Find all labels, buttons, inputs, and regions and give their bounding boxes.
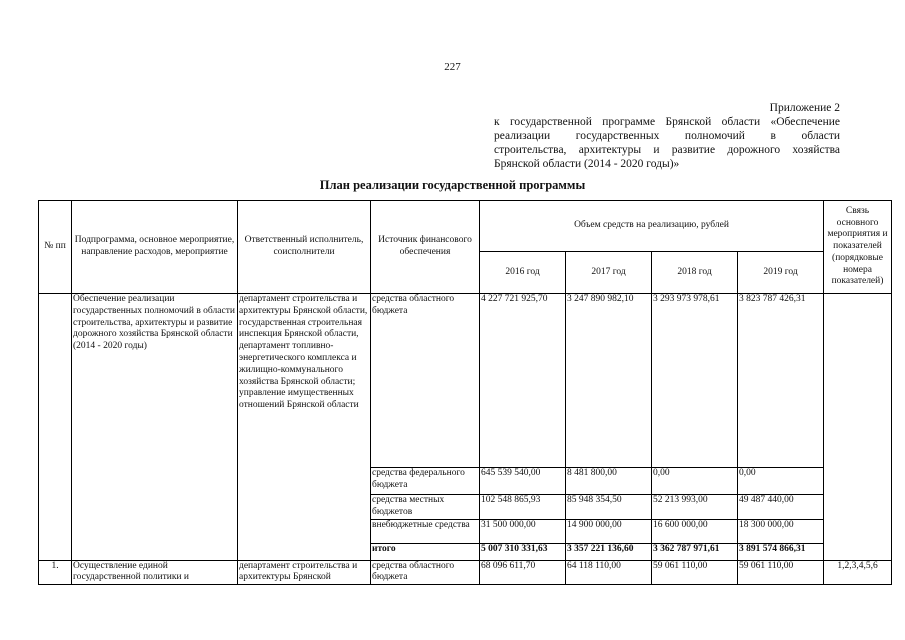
header-subprogram: Подпрограмма, основное мероприятие, направление расходов, мероприятие — [72, 201, 238, 294]
header-num: № пп — [39, 201, 72, 294]
cell-link: 1,2,3,4,5,6 — [824, 560, 892, 585]
cell-2016: 102 548 865,93 — [480, 495, 566, 520]
cell-link — [824, 294, 892, 561]
header-year-2016: 2016 год — [480, 252, 566, 294]
cell-2017: 64 118 110,00 — [566, 560, 652, 585]
appendix-note — [494, 101, 840, 171]
cell-2017: 3 247 890 982,10 — [566, 294, 652, 468]
cell-2019: 3 823 787 426,31 — [738, 294, 824, 468]
cell-num — [39, 294, 72, 561]
cell-source: средства областного бюджета — [371, 560, 480, 585]
header-responsible: Ответственный исполнитель, соисполнители — [238, 201, 371, 294]
cell-responsible: департамент строительства и архитектуры Брянской области, государственная строительная инспекция Брянской области, департамент топливно-энергетического комплекса и жилищно-коммунального хозяйства Брянской области; управление имущественных отношений Брянской области — [238, 294, 371, 561]
appendix-line: реализации государственных полномочий в области — [494, 130, 840, 142]
table-row — [39, 294, 892, 468]
cell-source: средства местных бюджетов — [371, 495, 480, 520]
appendix-line: строительства, архитектуры и развитие дорожного хозяйства — [494, 144, 840, 156]
header-year-2017: 2017 год — [566, 252, 652, 294]
cell-source: внебюджетные средства — [371, 519, 480, 543]
cell-2017: 14 900 000,00 — [566, 519, 652, 543]
cell-2019: 59 061 110,00 — [738, 560, 824, 585]
header-year-2018: 2018 год — [652, 252, 738, 294]
appendix-line: Приложение 2 — [769, 102, 840, 114]
cell-2019: 0,00 — [738, 468, 824, 495]
cell-source: средства областного бюджета — [371, 294, 480, 468]
cell-2016: 4 227 721 925,70 — [480, 294, 566, 468]
cell-2018: 52 213 993,00 — [652, 495, 738, 520]
cell-2016-total: 5 007 310 331,63 — [480, 543, 566, 560]
cell-2016: 31 500 000,00 — [480, 519, 566, 543]
cell-program-name: Обеспечение реализации государственных полномочий в области строительства, архитектуры и развитие дорожного хозяйства Брянской области (2014 - 2020 годы) — [72, 294, 238, 561]
header-year-2019: 2019 год — [738, 252, 824, 294]
cell-2018-total: 3 362 787 971,61 — [652, 543, 738, 560]
cell-responsible: департамент строительства и архитектуры Брянской — [238, 560, 371, 585]
cell-source-total: итого — [371, 543, 480, 560]
table-row — [39, 560, 892, 585]
cell-2016: 68 096 611,70 — [480, 560, 566, 585]
cell-2018: 59 061 110,00 — [652, 560, 738, 585]
cell-2018: 0,00 — [652, 468, 738, 495]
cell-program-name: Осуществление единой государственной политики и — [72, 560, 238, 585]
cell-num: 1. — [39, 560, 72, 585]
cell-2018: 16 600 000,00 — [652, 519, 738, 543]
cell-2018: 3 293 973 978,61 — [652, 294, 738, 468]
plan-table — [38, 200, 892, 585]
cell-2017-total: 3 357 221 136,60 — [566, 543, 652, 560]
header-volume: Объем средств на реализацию, рублей — [480, 201, 824, 252]
header-source: Источник финансового обеспечения — [371, 201, 480, 294]
appendix-line: к государственной программе Брянской области «Обеспечение — [494, 116, 840, 128]
cell-2017: 8 481 800,00 — [566, 468, 652, 495]
cell-source: средства федерального бюджета — [371, 468, 480, 495]
cell-2017: 85 948 354,50 — [566, 495, 652, 520]
cell-2019: 18 300 000,00 — [738, 519, 824, 543]
appendix-line: Брянской области (2014 - 2020 годы)» — [494, 158, 680, 170]
cell-2019-total: 3 891 574 866,31 — [738, 543, 824, 560]
document-title: План реализации государственной программы — [319, 178, 586, 192]
cell-2019: 49 487 440,00 — [738, 495, 824, 520]
page-number: 227 — [444, 61, 461, 73]
header-link: Связь основного мероприятия и показателей (порядковые номера показателей) — [824, 201, 892, 294]
cell-2016: 645 539 540,00 — [480, 468, 566, 495]
